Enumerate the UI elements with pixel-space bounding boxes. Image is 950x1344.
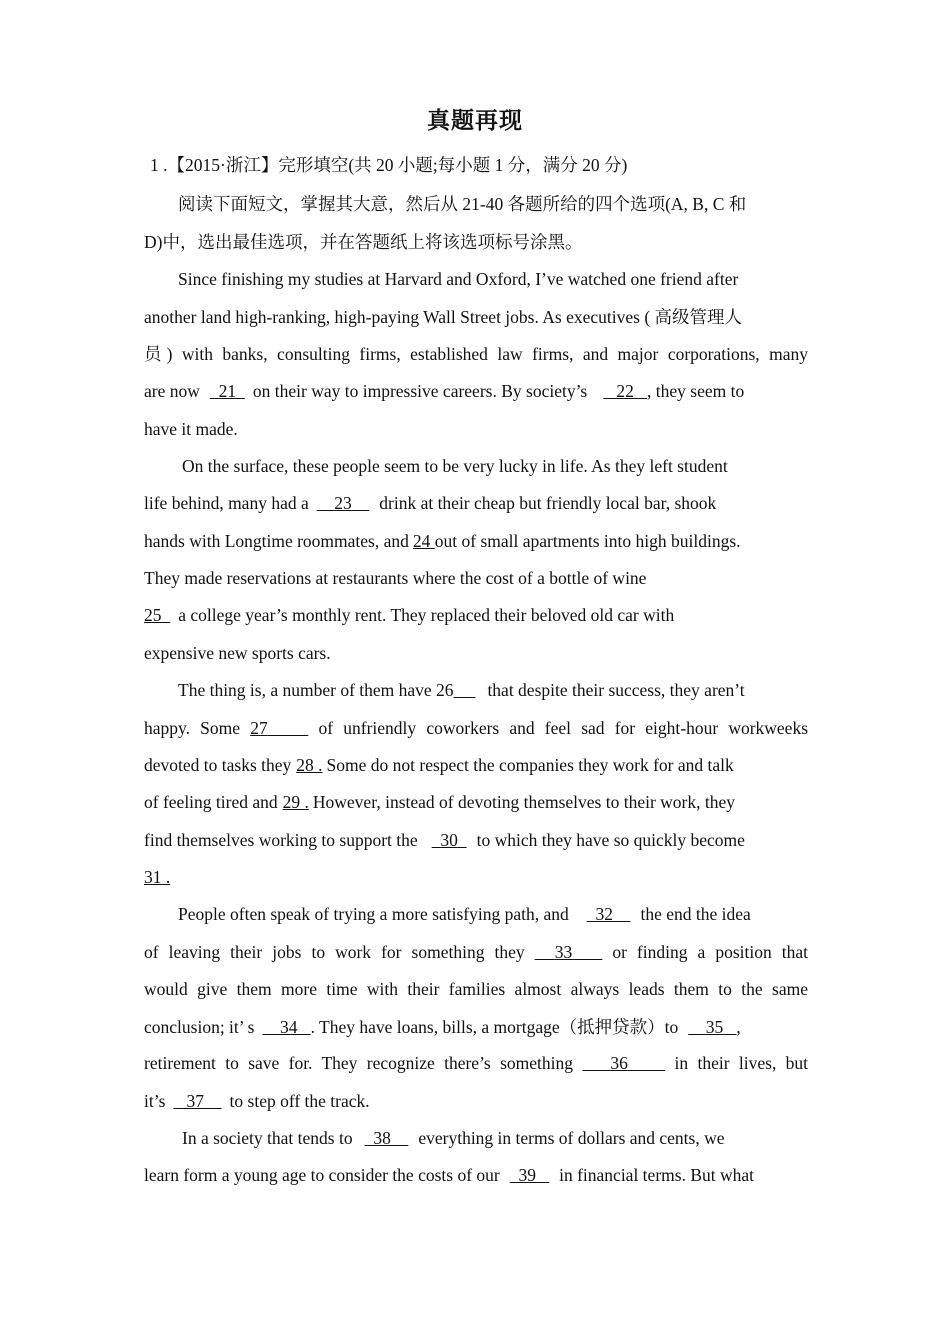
blank-39 <box>510 1165 549 1185</box>
text-run: drink at their cheap but friendly local bar, shook <box>379 493 717 513</box>
passage-line <box>144 1016 808 1038</box>
blank-number: 39 <box>518 1165 536 1185</box>
text-run: , they seem to <box>647 381 745 401</box>
blank-number: 34 <box>280 1017 298 1037</box>
blank-37 <box>173 1091 221 1111</box>
passage-line: another land high-ranking, high-paying Wall Street jobs. As executives ( 高级管理人 <box>144 307 743 327</box>
passage-line <box>144 717 808 739</box>
text-run: of feeling tired and <box>144 792 278 812</box>
passage-line <box>144 530 808 552</box>
text-run: Some do not respect the companies they work for and talk <box>326 755 734 775</box>
text-run: happy. Some <box>144 718 241 738</box>
blank-26 <box>454 680 476 700</box>
text-run: or finding a position that <box>612 942 808 962</box>
passage-line <box>144 380 808 402</box>
text-run: , <box>736 1017 741 1037</box>
passage-line: would give them more time with their families almost always leads them to the same <box>144 979 808 999</box>
blank-32 <box>587 904 631 924</box>
blank-38 <box>365 1128 409 1148</box>
passage-line: They made reservations at restaurants where the cost of a bottle of wine <box>144 568 647 588</box>
text-run: hands with Longtime roommates, and <box>144 531 409 551</box>
text-run: of leaving their jobs to work for something they <box>144 942 525 962</box>
blank-30 <box>432 830 467 850</box>
passage-line <box>144 829 808 851</box>
passage-line: Since finishing my studies at Harvard and Oxford, I’ve watched one friend after <box>178 269 739 289</box>
blank-number: 30 <box>440 830 458 850</box>
text-run: life behind, many had a <box>144 493 309 513</box>
blank-number: 23 <box>334 493 352 513</box>
text-run: that despite their success, they aren’t <box>487 680 745 700</box>
text-run: it’s <box>144 1091 166 1111</box>
instruction-line-1: 阅读下面短文，掌握其大意，然后从 21-40 各题所给的四个选项(A, B, C 和 <box>178 194 747 214</box>
question-header <box>150 154 814 176</box>
passage-line: expensive new sports cars. <box>144 643 331 663</box>
text-run: People often speak of trying a more satisfying path, and <box>178 904 569 924</box>
passage-line <box>144 1090 808 1112</box>
text-run: . They have loans, bills, a mortgage（抵押贷款）to <box>310 1017 679 1037</box>
passage-line: have it made. <box>144 419 238 439</box>
text-run: to step off the track. <box>229 1091 370 1111</box>
text-run: in financial terms. But what <box>559 1165 754 1185</box>
blank-35 <box>688 1017 736 1037</box>
blank-number: 21 <box>218 381 237 401</box>
passage-line: 员) with banks, consulting firms, established law firms, and major corporations, many <box>144 344 808 364</box>
blank-23 <box>317 493 370 513</box>
blank-number: 36 <box>610 1053 628 1073</box>
text-run: are now <box>144 381 200 401</box>
text-run: conclusion; it’ s <box>144 1017 255 1037</box>
blank-33 <box>535 942 603 962</box>
blank-number: 35 <box>705 1017 724 1037</box>
text-run: on their way to impressive careers. By society’s <box>252 381 588 401</box>
passage-line <box>144 1164 808 1186</box>
blank-29: 29 . <box>282 792 309 812</box>
question-source: 【2015·浙江】 <box>167 155 279 175</box>
text-run: out of small apartments into high buildings. <box>434 531 741 551</box>
passage-line <box>144 604 808 626</box>
passage-line <box>144 941 808 963</box>
blank-22 <box>603 381 647 401</box>
passage-line <box>182 1127 808 1149</box>
blank-number: 38 <box>373 1128 391 1148</box>
passage-line <box>144 754 808 776</box>
text-run: the end the idea <box>640 904 751 924</box>
passage-line <box>144 866 808 888</box>
blank-28: 28 . <box>296 755 323 775</box>
blank-number: 33 <box>554 942 573 962</box>
blank-25 <box>144 605 170 625</box>
blank-27 <box>250 718 308 738</box>
blank-number: 32 <box>595 904 613 924</box>
passage-line: On the surface, these people seem to be very lucky in life. As they left student <box>182 456 728 476</box>
blank-36 <box>582 1053 665 1073</box>
passage-line <box>144 791 808 813</box>
blank-31: 31 . <box>144 867 171 887</box>
text-run: a college year’s monthly rent. They replaced their beloved old car with <box>178 605 675 625</box>
blank-number: 24 <box>412 531 431 551</box>
passage-line <box>144 1052 808 1074</box>
text-run: of unfriendly coworkers and feel sad for eight-hour workweeks <box>318 718 809 738</box>
blank-34 <box>263 1017 311 1037</box>
text-run: learn form a young age to consider the costs of our <box>144 1165 500 1185</box>
blank-21 <box>210 381 245 401</box>
blank-number: 22 <box>616 381 634 401</box>
question-type: 完形填空(共 20 小题;每小题 1 分，满分 20 分) <box>278 155 628 175</box>
passage-line <box>144 492 808 514</box>
text-run: However, instead of devoting themselves to their work, they <box>312 792 736 812</box>
text-run: find themselves working to support the <box>144 830 418 850</box>
text-run: in their lives, but <box>674 1053 809 1073</box>
passage-line <box>178 679 808 701</box>
text-run: everything in terms of dollars and cents, we <box>418 1128 725 1148</box>
page-title: 真题再现 <box>427 108 523 133</box>
question-number: 1 . <box>150 155 168 175</box>
text-run: to which they have so quickly become <box>476 830 745 850</box>
passage-line <box>178 903 808 925</box>
instruction-line-2: D)中，选出最佳选项，并在答题纸上将该选项标号涂黑。 <box>144 232 583 252</box>
text-run: devoted to tasks they <box>144 755 292 775</box>
text-run: In a society that tends to <box>182 1128 353 1148</box>
text-run: The thing is, a number of them have 26 <box>178 680 454 700</box>
blank-number: 37 <box>186 1091 205 1111</box>
blank-number: 25 <box>144 605 162 625</box>
text-run: retirement to save for. They recognize there’s something <box>144 1053 573 1073</box>
blank-number: 27 <box>250 718 268 738</box>
blank-24 <box>413 531 435 551</box>
